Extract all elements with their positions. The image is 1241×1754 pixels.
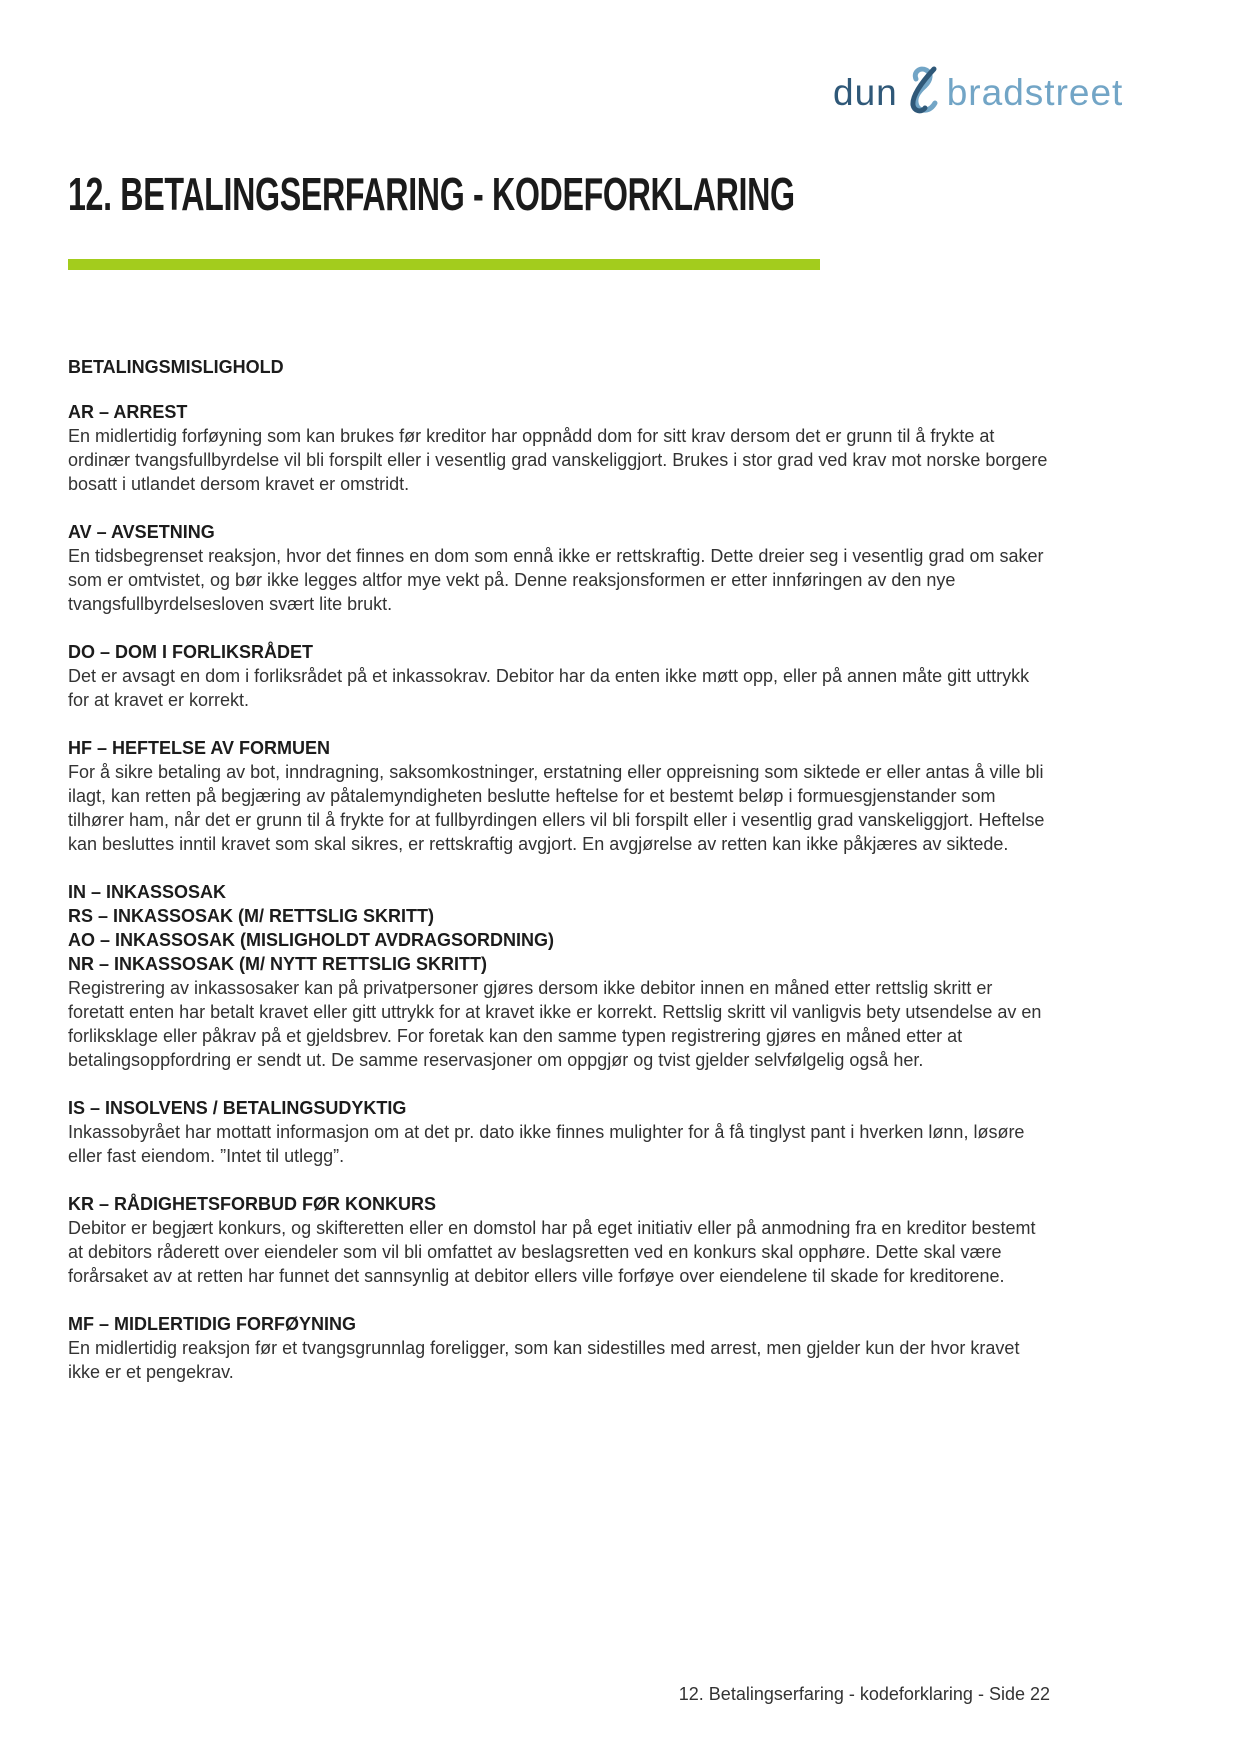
code-heading: RS – INKASSOSAK (M/ RETTSLIG SKRITT) xyxy=(68,906,435,926)
code-entry xyxy=(68,520,1050,616)
logo-dun-wordmark: dun xyxy=(833,71,898,113)
code-heading: AV – AVSETNING xyxy=(68,522,215,542)
entry-text: En midlertidig forføyning som kan brukes før kreditor har oppnådd dom for sitt krav dersom det er grunn til å frykte at ordinær tvangsfullbyrdelse vil bli forspilt eller i vesentlig grad vanskeliggjort. Brukes i stor grad ved krav mot norske borgere bosatt i utlandet dersom kravet er omstridt. xyxy=(68,426,1048,494)
entry-codes xyxy=(68,520,1050,544)
code-heading: AO – INKASSOSAK (MISLIGHOLDT AVDRAGSORDNING) xyxy=(68,930,555,950)
entry-codes xyxy=(68,1192,1050,1216)
code-heading: AR – ARREST xyxy=(68,402,188,422)
entry-codes xyxy=(68,880,1050,976)
entry-text: Inkassobyrået har mottatt informasjon om at det pr. dato ikke finnes mulighter for å få tinglyst pant i hverken lønn, løsøre eller fast eiendom. ”Intet til utlegg”. xyxy=(68,1122,1025,1166)
code-entry xyxy=(68,1312,1050,1384)
logo-bradstreet-wordmark: bradstreet xyxy=(946,71,1124,113)
code-entries xyxy=(68,400,1050,1384)
code-heading: DO – DOM I FORLIKSRÅDET xyxy=(68,642,314,662)
entry-codes xyxy=(68,1312,1050,1336)
ampersand-icon xyxy=(904,66,944,119)
code-heading: MF – MIDLERTIDIG FORFØYNING xyxy=(68,1314,356,1334)
code-heading: HF – HEFTELSE AV FORMUEN xyxy=(68,738,331,758)
section-heading: BETALINGSMISLIGHOLD xyxy=(68,357,284,377)
code-entry xyxy=(68,736,1050,856)
dun-bradstreet-logo xyxy=(833,66,1123,119)
entry-text: Debitor er begjært konkurs, og skifteretten eller en domstol har på eget initiativ eller på anmodning fra en kreditor bestemt at debitors råderett over eiendeler som vil bli omfattet av beslagsretten ved en konkurs skal opphøre. Dette skal være forårsaket av at retten har funnet det sannsynlig at debitor ellers ville forføye over eiendelene til skade for kreditorene. xyxy=(68,1218,1036,1286)
entry-codes xyxy=(68,736,1050,760)
entry-text: En tidsbegrenset reaksjon, hvor det finnes en dom som ennå ikke er rettskraftig. Dette dreier seg i vesentlig grad om saker som er omtvistet, og bør ikke legges altfor mye vekt på. Denne reaksjonsformen er etter innføringen av den nye tvangsfullbyrdelsesloven svært lite brukt. xyxy=(68,546,1044,614)
entry-text: Registrering av inkassosaker kan på privatpersoner gjøres dersom ikke debitor innen en måned etter rettslig skritt er foretatt enten har betalt kravet eller gitt uttrykk for at kravet ikke er korrekt. Rettslig skritt vil vanligvis bety utsendelse av en forliksklage eller påkrav på et gjeldsbrev. For foretak kan den samme typen registrering gjøres en måned etter at betalingsoppfordring er sendt ut. De samme reservasjoner om oppgjør og tvist gjelder selvfølgelig også her. xyxy=(68,978,1042,1070)
code-entry xyxy=(68,1096,1050,1168)
code-heading: NR – INKASSOSAK (M/ NYTT RETTSLIG SKRITT) xyxy=(68,954,488,974)
entry-text: For å sikre betaling av bot, inndragning, saksomkostninger, erstatning eller oppreisning som siktede er eller antas å ville bli ilagt, kan retten på begjæring av påtalemyndigheten beslutte heftelse for et bestemt beløp i formuesgjenstander som tilhører ham, når det er grunn til å frykte for at fullbyrdingen ellers vil bli forspilt eller i vesentlig grad vanskeliggjort. Heftelse kan besluttes inntil kravet som skal sikres, er rettskraftig avgjort. En avgjørelse av retten kan ikke påkjæres av siktede. xyxy=(68,762,1045,854)
code-heading: IS – INSOLVENS / BETALINGSUDYKTIG xyxy=(68,1098,407,1118)
code-heading: IN – INKASSOSAK xyxy=(68,882,227,902)
code-heading: KR – RÅDIGHETSFORBUD FØR KONKURS xyxy=(68,1194,437,1214)
code-entry xyxy=(68,880,1050,1072)
code-entry xyxy=(68,640,1050,712)
entry-codes xyxy=(68,1096,1050,1120)
entry-codes xyxy=(68,640,1050,664)
page-footer: 12. Betalingserfaring - kodeforklaring - Side 22 xyxy=(678,1684,1050,1704)
page-title: 12. BETALINGSERFARING - KODEFORKLARING xyxy=(68,168,795,220)
entry-text: En midlertidig reaksjon før et tvangsgrunnlag foreligger, som kan sidestilles med arrest, men gjelder kun der hvor kravet ikke er et pengekrav. xyxy=(68,1338,1020,1382)
entry-codes xyxy=(68,400,1050,424)
code-entry xyxy=(68,400,1050,496)
page-content xyxy=(68,168,1050,1408)
code-entry xyxy=(68,1192,1050,1288)
title-accent-bar xyxy=(68,259,820,270)
entry-text: Det er avsagt en dom i forliksrådet på et inkassokrav. Debitor har da enten ikke møtt opp, eller på annen måte gitt uttrykk for at kravet er korrekt. xyxy=(68,666,1030,710)
